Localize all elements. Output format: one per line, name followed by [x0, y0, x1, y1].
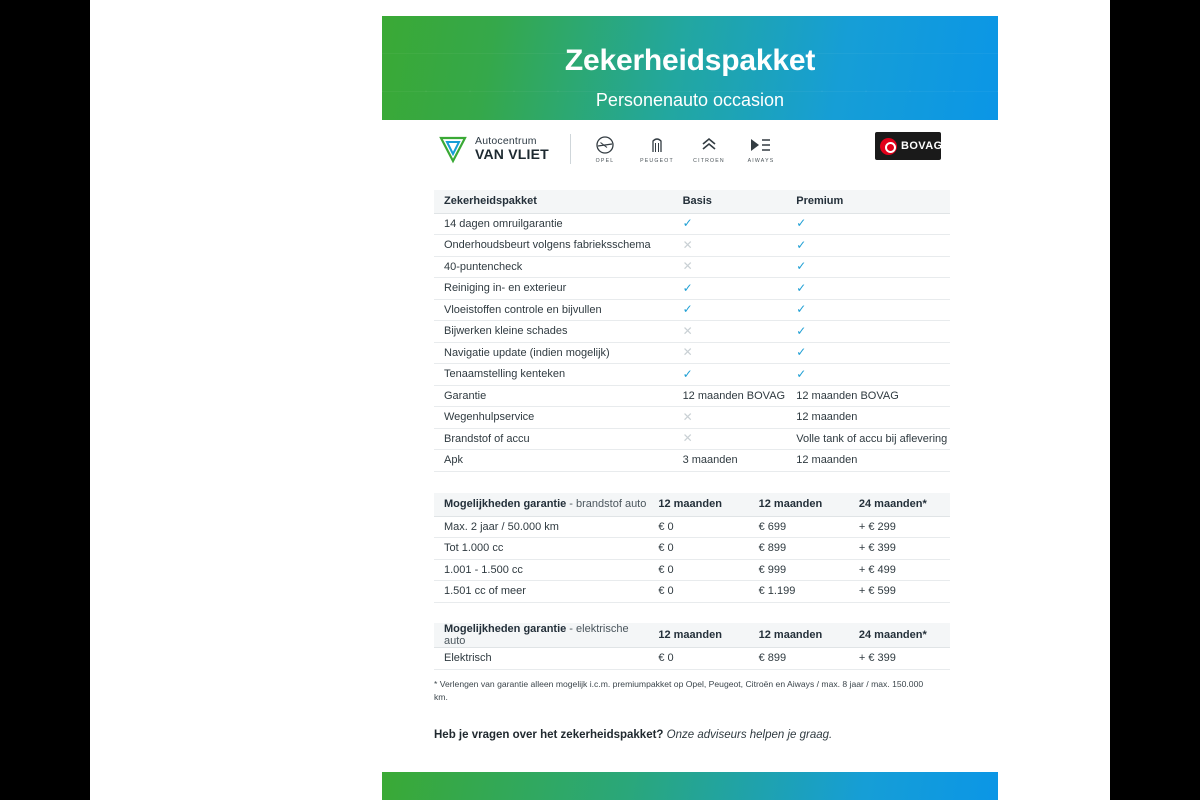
header-garantie-elektrisch [434, 623, 648, 648]
cross-icon: ✕ [682, 323, 693, 338]
check-icon: ✓ [796, 323, 807, 338]
check-icon: ✓ [796, 302, 807, 317]
cell-premium [786, 256, 950, 278]
cross-icon: ✕ [682, 409, 693, 424]
dealer-logo-text [475, 136, 549, 162]
table-row [434, 516, 950, 538]
check-icon: ✓ [682, 280, 693, 295]
garantie-elektrisch-head [434, 623, 950, 648]
check-icon: ✓ [682, 216, 693, 231]
cell-feature: Elektrisch [434, 648, 648, 670]
cell-basis [673, 364, 787, 386]
document-sheet [90, 0, 1110, 800]
garantie-elektrisch-table [434, 623, 950, 670]
bovag-badge [875, 132, 941, 160]
cell-feature: Reiniging in- en exterieur [434, 278, 673, 300]
header-main-text: Mogelijkheden garantie [444, 498, 567, 511]
check-icon: ✓ [796, 345, 807, 360]
cell-basis [673, 428, 787, 450]
brand-row [382, 130, 998, 174]
cell-feature: Wegenhulpservice [434, 407, 673, 429]
dealer-logo [438, 134, 549, 164]
page-title: Zekerheidspakket [564, 44, 816, 77]
cell-feature: Vloeistoffen controle en bijvullen [434, 299, 673, 321]
cell-price-1: € 0 [648, 516, 748, 538]
zekerheidspakket-table-body [434, 213, 950, 471]
cell-premium: 12 maanden [786, 407, 950, 429]
garantie-brandstof-table [434, 493, 950, 603]
marque-logos [588, 134, 778, 164]
cell-premium [786, 342, 950, 364]
cell-premium: 12 maanden BOVAG [786, 385, 950, 407]
cross-icon: ✕ [682, 345, 693, 360]
table-row [434, 538, 950, 560]
contact-cta [434, 729, 832, 741]
zekerheidspakket-table [434, 190, 950, 472]
cell-basis: 3 maanden [673, 450, 787, 472]
header-ev-col1: 12 maanden [648, 623, 748, 648]
check-icon: ✓ [796, 366, 807, 381]
cell-price-1: € 0 [648, 648, 748, 670]
cell-price-2: € 699 [749, 516, 849, 538]
marque-citroen [692, 134, 726, 164]
header-basis: Basis [673, 190, 787, 213]
check-icon: ✓ [796, 280, 807, 295]
header-ev-col2: 12 maanden [749, 623, 849, 648]
cell-price-2: € 899 [749, 648, 849, 670]
cross-icon: ✕ [682, 431, 693, 446]
citroen-logo-icon [692, 134, 726, 156]
table-row [434, 278, 950, 300]
table-header-row [434, 493, 950, 516]
cell-feature: 1.501 cc of meer [434, 581, 648, 603]
cta-question: Heb je vragen over het zekerheidspakket? [434, 729, 664, 741]
cell-premium [786, 235, 950, 257]
header-sub-text: - brandstof auto [566, 498, 647, 511]
cell-feature: Navigatie update (indien mogelijk) [434, 342, 673, 364]
cell-premium [786, 321, 950, 343]
cell-premium [786, 278, 950, 300]
page-subtitle: Personenauto occasion [595, 90, 785, 110]
table-row [434, 342, 950, 364]
dealer-name-line2: VAN VLIET [475, 146, 549, 163]
cell-price-2: € 1.199 [749, 581, 849, 603]
garantie-brandstof-head [434, 493, 950, 516]
cell-price-1: € 0 [648, 538, 748, 560]
footer-bar [382, 772, 998, 800]
cell-basis [673, 321, 787, 343]
marque-aiways [744, 134, 778, 164]
garantie-brandstof-body [434, 516, 950, 602]
header-premium: Premium [786, 190, 950, 213]
cell-price-3: + € 299 [849, 516, 950, 538]
peugeot-logo-icon [640, 134, 674, 156]
table-row [434, 299, 950, 321]
check-icon: ✓ [796, 237, 807, 252]
cell-price-3: + € 399 [849, 538, 950, 560]
marque-citroen-label: CITROEN [693, 158, 725, 164]
marque-aiways-label: AIWAYS [747, 158, 775, 164]
table-row [434, 364, 950, 386]
cell-basis [673, 342, 787, 364]
zekerheidspakket-table-head [434, 190, 950, 213]
cell-price-2: € 999 [749, 559, 849, 581]
cell-premium [786, 213, 950, 235]
cell-basis [673, 299, 787, 321]
marque-peugeot-label: PEUGEOT [640, 158, 674, 164]
cell-feature: Apk [434, 450, 673, 472]
cell-basis [673, 278, 787, 300]
cell-price-3: + € 499 [849, 559, 950, 581]
cell-price-2: € 899 [749, 538, 849, 560]
cell-basis [673, 235, 787, 257]
aiways-logo-icon [744, 134, 778, 156]
table-row [434, 559, 950, 581]
cell-premium [786, 299, 950, 321]
table-row [434, 235, 950, 257]
cell-basis [673, 256, 787, 278]
cell-feature: 40-puntencheck [434, 256, 673, 278]
garantie-elektrisch-body [434, 648, 950, 670]
header-banner [382, 16, 998, 120]
cell-feature: Tot 1.000 cc [434, 538, 648, 560]
table-row [434, 581, 950, 603]
cell-feature: 14 dagen omruilgarantie [434, 213, 673, 235]
table-row [434, 213, 950, 235]
cell-premium: 12 maanden [786, 450, 950, 472]
cell-premium: Volle tank of accu bij aflevering [786, 428, 950, 450]
marque-peugeot [640, 134, 674, 164]
table-row [434, 450, 950, 472]
cta-answer: Onze adviseurs helpen je graag. [666, 729, 833, 741]
header-fuel-col3: 24 maanden* [849, 493, 950, 516]
cell-price-1: € 0 [648, 559, 748, 581]
header-sub-text: - elektrische auto [444, 623, 629, 647]
header-ev-col3: 24 maanden* [849, 623, 950, 648]
cell-feature: Brandstof of accu [434, 428, 673, 450]
bovag-circle-icon [880, 138, 897, 155]
van-vliet-mark-icon [438, 134, 468, 164]
table-row [434, 385, 950, 407]
header-feature: Zekerheidspakket [434, 190, 673, 213]
cell-price-3: + € 399 [849, 648, 950, 670]
table-row [434, 648, 950, 670]
brand-divider [570, 134, 571, 164]
table-row [434, 321, 950, 343]
cross-icon: ✕ [682, 259, 693, 274]
check-icon: ✓ [682, 366, 693, 381]
cell-premium [786, 364, 950, 386]
cell-basis [673, 407, 787, 429]
table-header-row [434, 190, 950, 213]
check-icon: ✓ [682, 302, 693, 317]
header-fuel-col1: 12 maanden [648, 493, 748, 516]
header-garantie-brandstof [434, 493, 648, 516]
header-main-text: Mogelijkheden garantie [444, 623, 567, 635]
table-row [434, 256, 950, 278]
cell-price-1: € 0 [648, 581, 748, 603]
bovag-label: BOVAG [901, 140, 943, 152]
marque-opel-label: OPEL [595, 158, 615, 164]
cell-basis [673, 213, 787, 235]
cell-feature: 1.001 - 1.500 cc [434, 559, 648, 581]
cell-feature: Max. 2 jaar / 50.000 km [434, 516, 648, 538]
cell-price-3: + € 599 [849, 581, 950, 603]
cell-feature: Tenaamstelling kenteken [434, 364, 673, 386]
cell-feature: Garantie [434, 385, 673, 407]
header-fuel-col2: 12 maanden [749, 493, 849, 516]
check-icon: ✓ [796, 216, 807, 231]
cell-feature: Onderhoudsbeurt volgens fabrieksschema [434, 235, 673, 257]
cell-feature: Bijwerken kleine schades [434, 321, 673, 343]
table-row [434, 428, 950, 450]
footnote-text: * Verlengen van garantie alleen mogelijk i.c.m. premiumpakket op Opel, Peugeot, Citroën en Aiways / max. 8 jaar / max. 150.000 km. [434, 679, 924, 702]
check-icon: ✓ [796, 259, 807, 274]
cross-icon: ✕ [682, 237, 693, 252]
cell-basis: 12 maanden BOVAG [673, 385, 787, 407]
dealer-name-line1: Autocentrum [475, 135, 537, 148]
marque-opel [588, 134, 622, 164]
table-row [434, 407, 950, 429]
table-header-row [434, 623, 950, 648]
opel-logo-icon [588, 134, 622, 156]
